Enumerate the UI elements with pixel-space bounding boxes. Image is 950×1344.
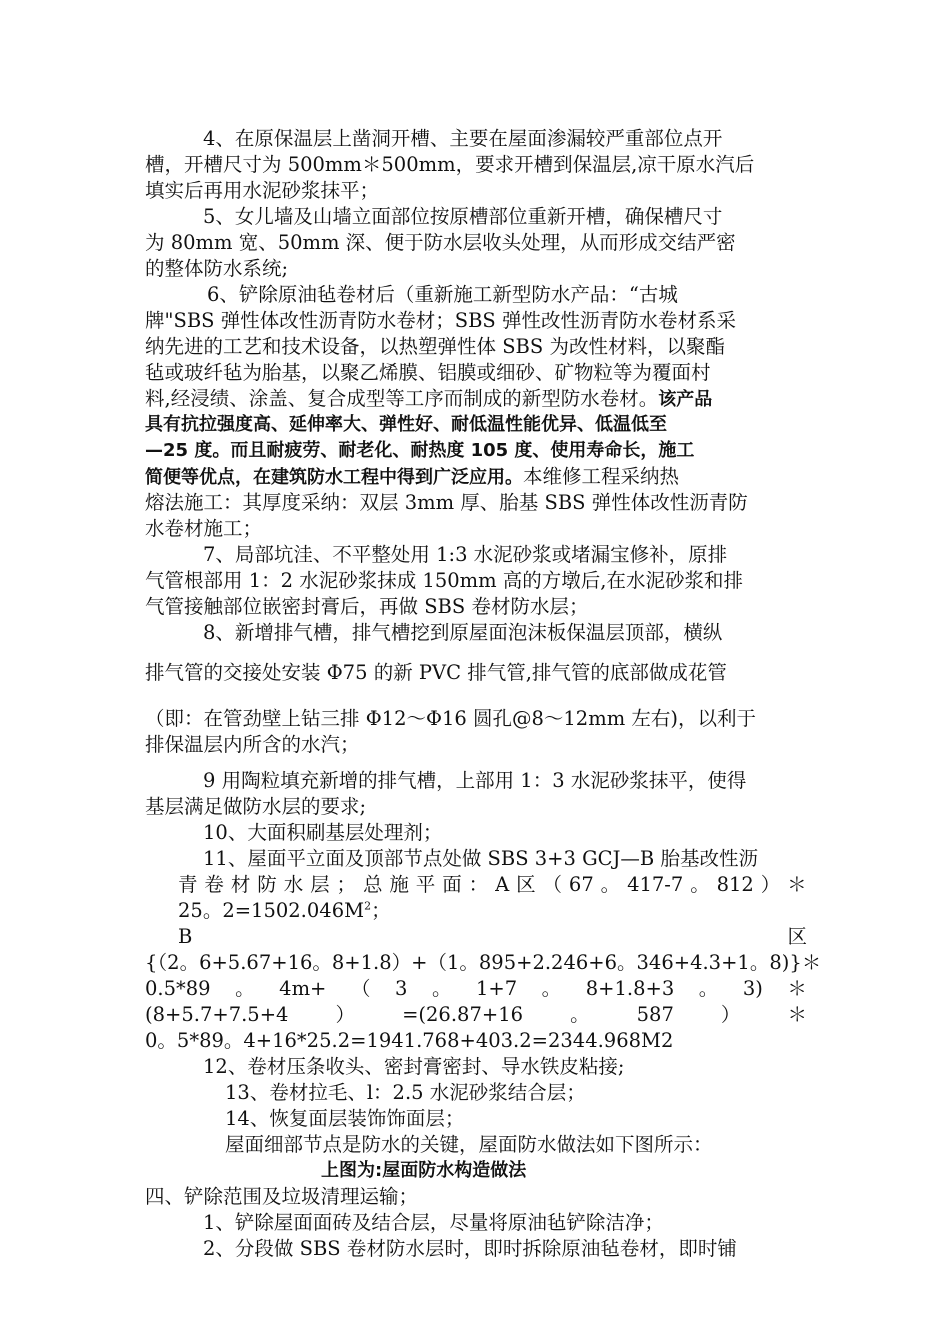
justified-token: 1+7	[475, 977, 518, 1000]
justified-token: 。	[431, 977, 452, 1000]
para-6-line-10: 水卷材施工；	[145, 517, 263, 540]
para-6-line-8-normal: 本维修工程采纳热	[523, 465, 680, 488]
justified-token: 施	[389, 873, 409, 896]
justified-token: B	[178, 925, 193, 948]
para-11-line-1: 11、屋面平立面及顶部节点处做 SBS 3+3 GCJ—B 胎基改性沥	[203, 847, 758, 870]
justified-token: 区	[787, 925, 807, 948]
justified-token: 面	[442, 873, 462, 896]
justified-token: =(26.87+16	[402, 1003, 524, 1026]
para-11-line-4	[178, 924, 807, 950]
para-10-line-1: 10、大面积刷基层处理剂；	[203, 821, 443, 844]
section-4-item-2: 2、分段做 SBS 卷材防水层时，即时拆除原油毡卷材，即时铺	[203, 1237, 737, 1260]
para-8-line-2: 排气管的交接处安装 Φ75 的新 PVC 排气管,排气管的底部做成花管	[145, 661, 727, 684]
justified-token: 青	[178, 873, 198, 896]
figure-caption: 上图为:屋面防水构造做法	[321, 1160, 527, 1181]
para-11-line-3	[178, 898, 807, 924]
para-6-line-1: 6、铲除原油毡卷材后（重新施工新型防水产品：“古城	[207, 283, 678, 306]
squared-superscript: 2	[364, 899, 372, 913]
para-11-line-7	[145, 1002, 807, 1028]
justified-token: 。	[600, 873, 621, 896]
para-6-line-9: 熔法施工：其厚度采纳：双层 3mm 厚、胎基 SBS 弹性体改性沥青防	[145, 491, 748, 514]
justified-token: 防	[257, 873, 277, 896]
justified-token: A	[495, 873, 510, 896]
justified-token: （	[350, 977, 371, 1000]
justified-token: 平	[415, 873, 436, 896]
justified-token: ）	[720, 1003, 741, 1026]
justified-token: 。	[570, 1003, 590, 1026]
para-6-line-8-bold: 简便等优点，在建筑防水工程中得到广泛应用。	[145, 467, 523, 488]
para-8-line-3: （即：在管劲壁上钻三排 Φ12～Φ16 圆孔@8～12mm 左右)，以利于	[145, 707, 757, 730]
para-6-line-2: 牌"SBS 弹性体改性沥青防水卷材；SBS 弹性改性沥青防水卷材系采	[145, 309, 736, 332]
justified-token: (8+5.7+7.5+4	[145, 1003, 289, 1026]
para-6-line-6-bold: 具有抗拉强度高、延伸率大、弹性好、耐低温性能优异、低温低至	[145, 414, 667, 435]
para-8-line-1: 8、新增排气槽，排气槽挖到原屋面泡沫板保温层顶部，横纵	[203, 621, 723, 644]
para-6-line-5-normal: 料,经浸绩、涂盖、复合成型等工序而制成的新型防水卷材。	[145, 387, 659, 410]
justified-token: 。	[690, 873, 710, 896]
justified-token: ）	[335, 1003, 356, 1026]
justified-token: 。	[698, 977, 719, 1000]
para-6-line-4: 毡或玻纤毡为胎基，以聚乙烯膜、铝膜或细砂、矿物粒等为覆面村	[145, 361, 711, 384]
justified-token: 。	[235, 977, 255, 1000]
justified-token: 3	[394, 977, 408, 1000]
para-4-line-1: 4、在原保温层上凿洞开槽、主要在屋面渗漏较严重部位点开	[203, 127, 723, 150]
section-4-item-1: 1、铲除屋面面砖及结合层，尽量将原油毡铲除洁净；	[203, 1211, 664, 1234]
para-6-line-8	[145, 464, 807, 491]
para-6-line-3: 纳先进的工艺和技术设备，以热塑弹性体 SBS 为改性材料，以聚酯	[145, 335, 725, 358]
para-4-line-3: 填实后再用水泥砂浆抹平；	[145, 179, 380, 202]
justified-token: 67	[568, 873, 594, 896]
justified-token: ：	[468, 873, 489, 896]
justified-token: 4m+	[279, 977, 327, 1000]
justified-token: ）	[760, 873, 781, 896]
para-5-line-1: 5、女儿墙及山墙立面部位按原槽部位重新开槽，确保槽尺寸	[203, 205, 723, 228]
para-6-line-5-bold: 该产品	[658, 389, 713, 410]
section-4-heading: 四、铲除范围及垃圾清理运输；	[145, 1185, 419, 1208]
para-7-line-3: 气管接触部位嵌密封膏后，再做 SBS 卷材防水层；	[145, 595, 589, 618]
para-9-line-1: 9 用陶粒填充新增的排气槽，上部用 1：3 水泥砂浆抹平，使得	[203, 769, 747, 792]
justified-token: 区	[516, 873, 536, 896]
justified-token: 8+1.8+3	[585, 977, 675, 1000]
justified-token: 材	[230, 873, 251, 896]
justified-token: 587	[636, 1003, 674, 1026]
justified-token: （	[542, 873, 562, 896]
justified-token: 层	[310, 873, 330, 896]
para-8-line-4: 排保温层内所含的水汽；	[145, 733, 360, 756]
para-13: 13、卷材拉毛、l：2.5 水泥砂浆结合层；	[225, 1081, 586, 1104]
para-6-line-5	[145, 386, 807, 413]
para-5-line-3: 的整体防水系统;	[145, 257, 289, 280]
para-11-line-5: {（2。6+5.67+16。8+1.8）+（1。895+2.246+6。346+4.3+1。8)}＊	[145, 951, 822, 974]
figure-intro: 屋面细部节点是防水的关键，屋面防水做法如下图所示：	[225, 1133, 713, 1156]
para-9-line-2: 基层满足做防水层的要求;	[145, 795, 367, 818]
para-5-line-2: 为 80mm 宽、50mm 深、便于防水层收头处理，从而形成交结严密	[145, 231, 736, 254]
area-a-result: 25。2=1502.046M	[178, 899, 365, 922]
para-11-line-2	[178, 872, 807, 898]
justified-token: ；	[336, 873, 357, 896]
para-6-line-7-bold: —25 度。而且耐疲劳、耐老化、耐热度 105 度、使用寿命长，施工	[145, 440, 695, 461]
para-7-line-2: 气管根部用 1：2 水泥砂浆抹成 150mm 高的方墩后,在水泥砂浆和排	[145, 569, 744, 592]
justified-token: 417-7	[627, 873, 684, 896]
justified-token: 。	[541, 977, 562, 1000]
para-11-line-8: 0。5*89。4+16*25.2=1941.768+403.2=2344.968M2	[145, 1029, 674, 1052]
justified-token: 卷	[204, 873, 224, 896]
justified-token: 3)	[742, 977, 763, 1000]
justified-token: 总	[362, 873, 383, 896]
area-a-end: ；	[371, 899, 391, 922]
justified-token: 水	[283, 873, 304, 896]
justified-token: ＊	[787, 873, 807, 896]
para-4-line-2: 槽，开槽尺寸为 500mm＊500mm，要求开槽到保温层,凉干原水汽后	[145, 153, 755, 176]
justified-token: ＊	[787, 977, 807, 1000]
para-11-line-6	[145, 976, 807, 1002]
justified-token: 0.5*89	[145, 977, 211, 1000]
justified-token: 812	[716, 873, 754, 896]
para-7-line-1: 7、局部坑洼、不平整处用 1:3 水泥砂浆或堵漏宝修补，原排	[203, 543, 728, 566]
para-14: 14、恢复面层装饰饰面层；	[225, 1107, 465, 1130]
para-12: 12、卷材压条收头、密封膏密封、导水铁皮粘接;	[203, 1055, 625, 1078]
justified-token: ＊	[787, 1003, 807, 1026]
